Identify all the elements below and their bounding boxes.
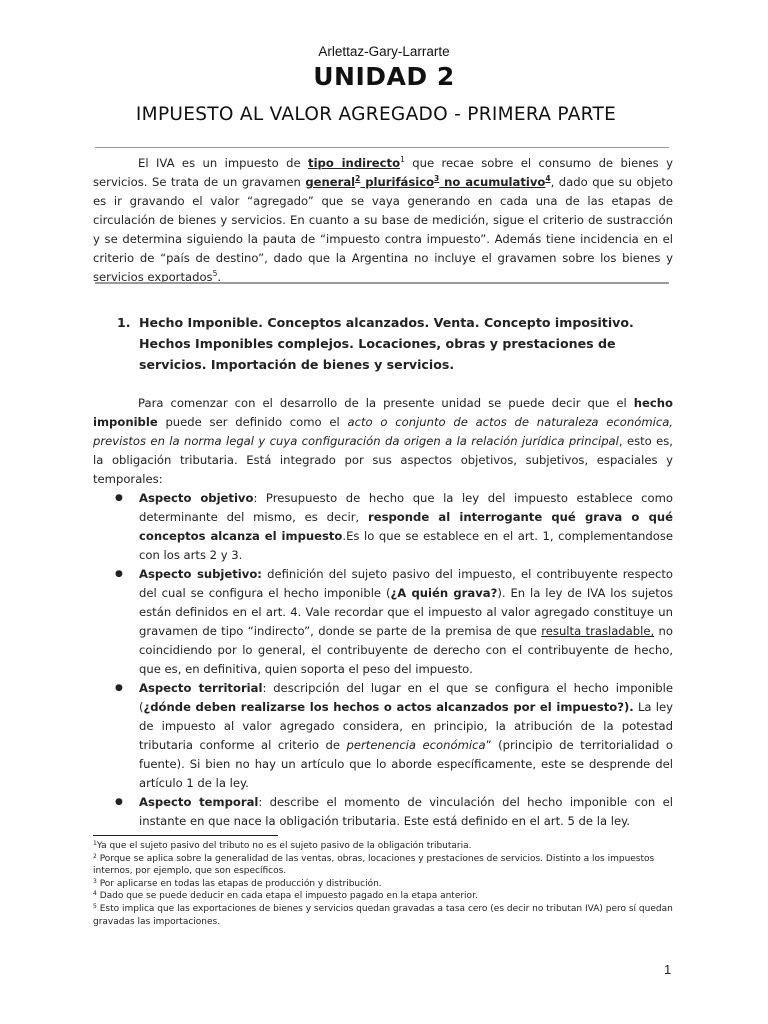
intro-text: , dado que su objeto es ir gravando el valor “agregado” que se vaya generando en cada una de las etapas de circulación de bienes y servicios. En cuanto a su base de medición, sigue el criterio de sustracción y se determina siguiendo la pauta de “impuesto contra impuesto”. Además tiene incidencia en el criterio de “país de destino”, dado que la Argentina no incluye el gravamen sobre los bienes y servicios exportados <box>93 175 673 284</box>
footnote-separator <box>93 835 278 836</box>
term-general: general <box>305 175 356 189</box>
author-header: Arlettaz-Gary-Larrarte <box>318 44 450 59</box>
bullet-icon: ● <box>115 797 123 807</box>
section-divider <box>95 282 669 284</box>
footnote-number: 4 <box>93 890 97 898</box>
body-paragraph <box>93 394 673 831</box>
aspect-label: Aspecto territorial <box>139 681 263 695</box>
aspect-emphasis: ¿dónde deben realizarse los hechos o actos alcanzados por el impuesto?). <box>143 700 634 714</box>
aspect-text: La ley de impuesto al valor agregado considera, en principio, la atribución de la potestad tributaria conforme al criterio de <box>139 700 673 752</box>
footnote-number: 5 <box>93 902 97 910</box>
aspect-text: ” (principio de territorialidad o fuente). Si bien no hay un artículo que lo aborde específicamente, este se desprende del artículo 1 de la ley. <box>139 738 673 790</box>
definition-italic: acto o conjunto de actos de naturaleza económica, previstos en la norma legal y cuya configuración da origen a la relación jurídica principal <box>93 415 673 448</box>
footnote-4 <box>93 890 681 903</box>
term-no-acumulativo: no acumulativo <box>439 175 546 189</box>
term-hecho-imponible: hecho imponible <box>93 396 673 429</box>
page-number: 1 <box>664 962 672 977</box>
footnote-2 <box>93 853 681 878</box>
intro-text: que recae sobre el consumo de bienes y servicios. Se trata de un gravamen <box>93 156 674 189</box>
aspect-emphasis: responde al interrogante qué grava o qué conceptos alcanza el impuesto <box>139 510 673 543</box>
footnote-ref-1[interactable]: 1 <box>400 155 405 164</box>
intro-text: . <box>217 270 222 284</box>
footnote-number: 2 <box>93 852 97 860</box>
intro-paragraph <box>93 154 673 287</box>
footnote-ref-4[interactable]: 4 <box>545 174 551 183</box>
list-item-aspecto-temporal <box>93 793 673 831</box>
paragraph-text: Para comenzar con el desarrollo de la presente unidad se puede decir que el <box>138 396 634 410</box>
footnote-3 <box>93 878 681 891</box>
aspect-text: .Es lo que se establece en el art. 1, complementandose con los arts 2 y 3. <box>139 529 673 562</box>
section-number: 1. <box>117 315 131 330</box>
aspect-text: definición del sujeto pasivo del impuesto, el contribuyente respecto del cual se configura el hecho imponible ( <box>139 567 673 600</box>
footnote-text: Ya que el sujeto pasivo del tributo no es el sujeto pasivo de la obligación tributaria. <box>96 841 472 851</box>
unit-title: UNIDAD 2 <box>313 62 455 91</box>
aspect-text: ). En la ley de IVA los sujetos están definidos en el art. 4. Vale recordar que el impuesto al valor agregado constituye un gravamen de tipo “indirecto”, donde se parte de la premisa de que <box>139 586 673 638</box>
footnote-ref-5[interactable]: 5 <box>212 269 218 278</box>
aspect-label: Aspecto temporal <box>139 795 259 809</box>
aspect-text: no coincidiendo por lo general, el contribuyente de derecho con el contribuyente de hecho, que es, en definitiva, quien soporta el peso del impuesto. <box>139 624 673 676</box>
footnote-text: Dado que se puede deducir en cada etapa el impuesto pagado en la etapa anterior. <box>96 891 478 902</box>
aspect-text: : describe el momento de vinculación del hecho imponible con el instante en que nace la obligación tributaria. Este está definido en el art. 5 de la ley. <box>139 795 673 828</box>
bullet-icon: ● <box>115 569 123 579</box>
aspect-underline: resulta trasladable, <box>541 624 655 638</box>
aspect-label: Aspecto subjetivo: <box>139 567 262 581</box>
term-tipo-indirecto: tipo indirecto <box>308 156 401 170</box>
section-title: Hecho Imponible. Conceptos alcanzados. Venta. Concepto impositivo. Hechos Imponibles complejos. Locaciones, obras y prestaciones de servicios. Importación de bienes y servicios. <box>139 315 634 372</box>
aspect-text: : Presupuesto de hecho que la ley del impuesto establece como determinante del mismo, es decir, <box>139 491 674 524</box>
list-item-aspecto-subjetivo <box>93 565 673 679</box>
aspects-list <box>93 489 673 831</box>
aspect-label: Aspecto objetivo <box>139 491 254 505</box>
footnote-number: 1 <box>93 840 97 847</box>
footnote-text: Por aplicarse en todas las etapas de producción y distribución. <box>96 878 382 889</box>
footnote-text: Porque se aplica sobre la generalidad de las ventas, obras, locaciones y prestaciones de servicios. Distinto a los impuestos internos, por ejemplo, que son específicos. <box>93 853 655 877</box>
list-item-aspecto-objetivo <box>93 489 673 565</box>
bullet-icon: ● <box>115 683 123 693</box>
footnote-1 <box>93 840 681 853</box>
bullet-icon: ● <box>115 493 123 503</box>
aspect-emphasis: ¿A quién grava? <box>390 586 498 600</box>
top-divider <box>95 147 669 148</box>
footnote-ref-2[interactable]: 2 <box>355 174 361 183</box>
section-heading <box>117 312 673 375</box>
term-plurifasico: plurifásico <box>360 175 435 189</box>
paragraph-text: puede ser definido como el <box>157 415 348 429</box>
footnote-text: Esto implica que las exportaciones de bienes y servicios quedan gravadas a tasa cero (es decir no tributan IVA) pero sí quedan gravadas las importaciones. <box>93 903 673 927</box>
footnote-number: 3 <box>93 877 97 885</box>
intro-text: El IVA es un impuesto de <box>138 156 309 170</box>
aspect-italic: pertenencia económica <box>346 738 486 752</box>
footnotes <box>93 840 681 928</box>
footnote-5 <box>93 903 681 928</box>
footnote-ref-3[interactable]: 3 <box>434 174 440 183</box>
unit-subtitle: IMPUESTO AL VALOR AGREGADO - PRIMERA PARTE <box>135 104 617 125</box>
paragraph-text: , esto es, la obligación tributaria. Está integrado por sus aspectos objetivos, subjetivos, espaciales y temporales: <box>93 434 673 486</box>
aspect-text: : descripción del lugar en el que se configura el hecho imponible ( <box>139 681 673 714</box>
list-item-aspecto-territorial <box>93 679 673 793</box>
